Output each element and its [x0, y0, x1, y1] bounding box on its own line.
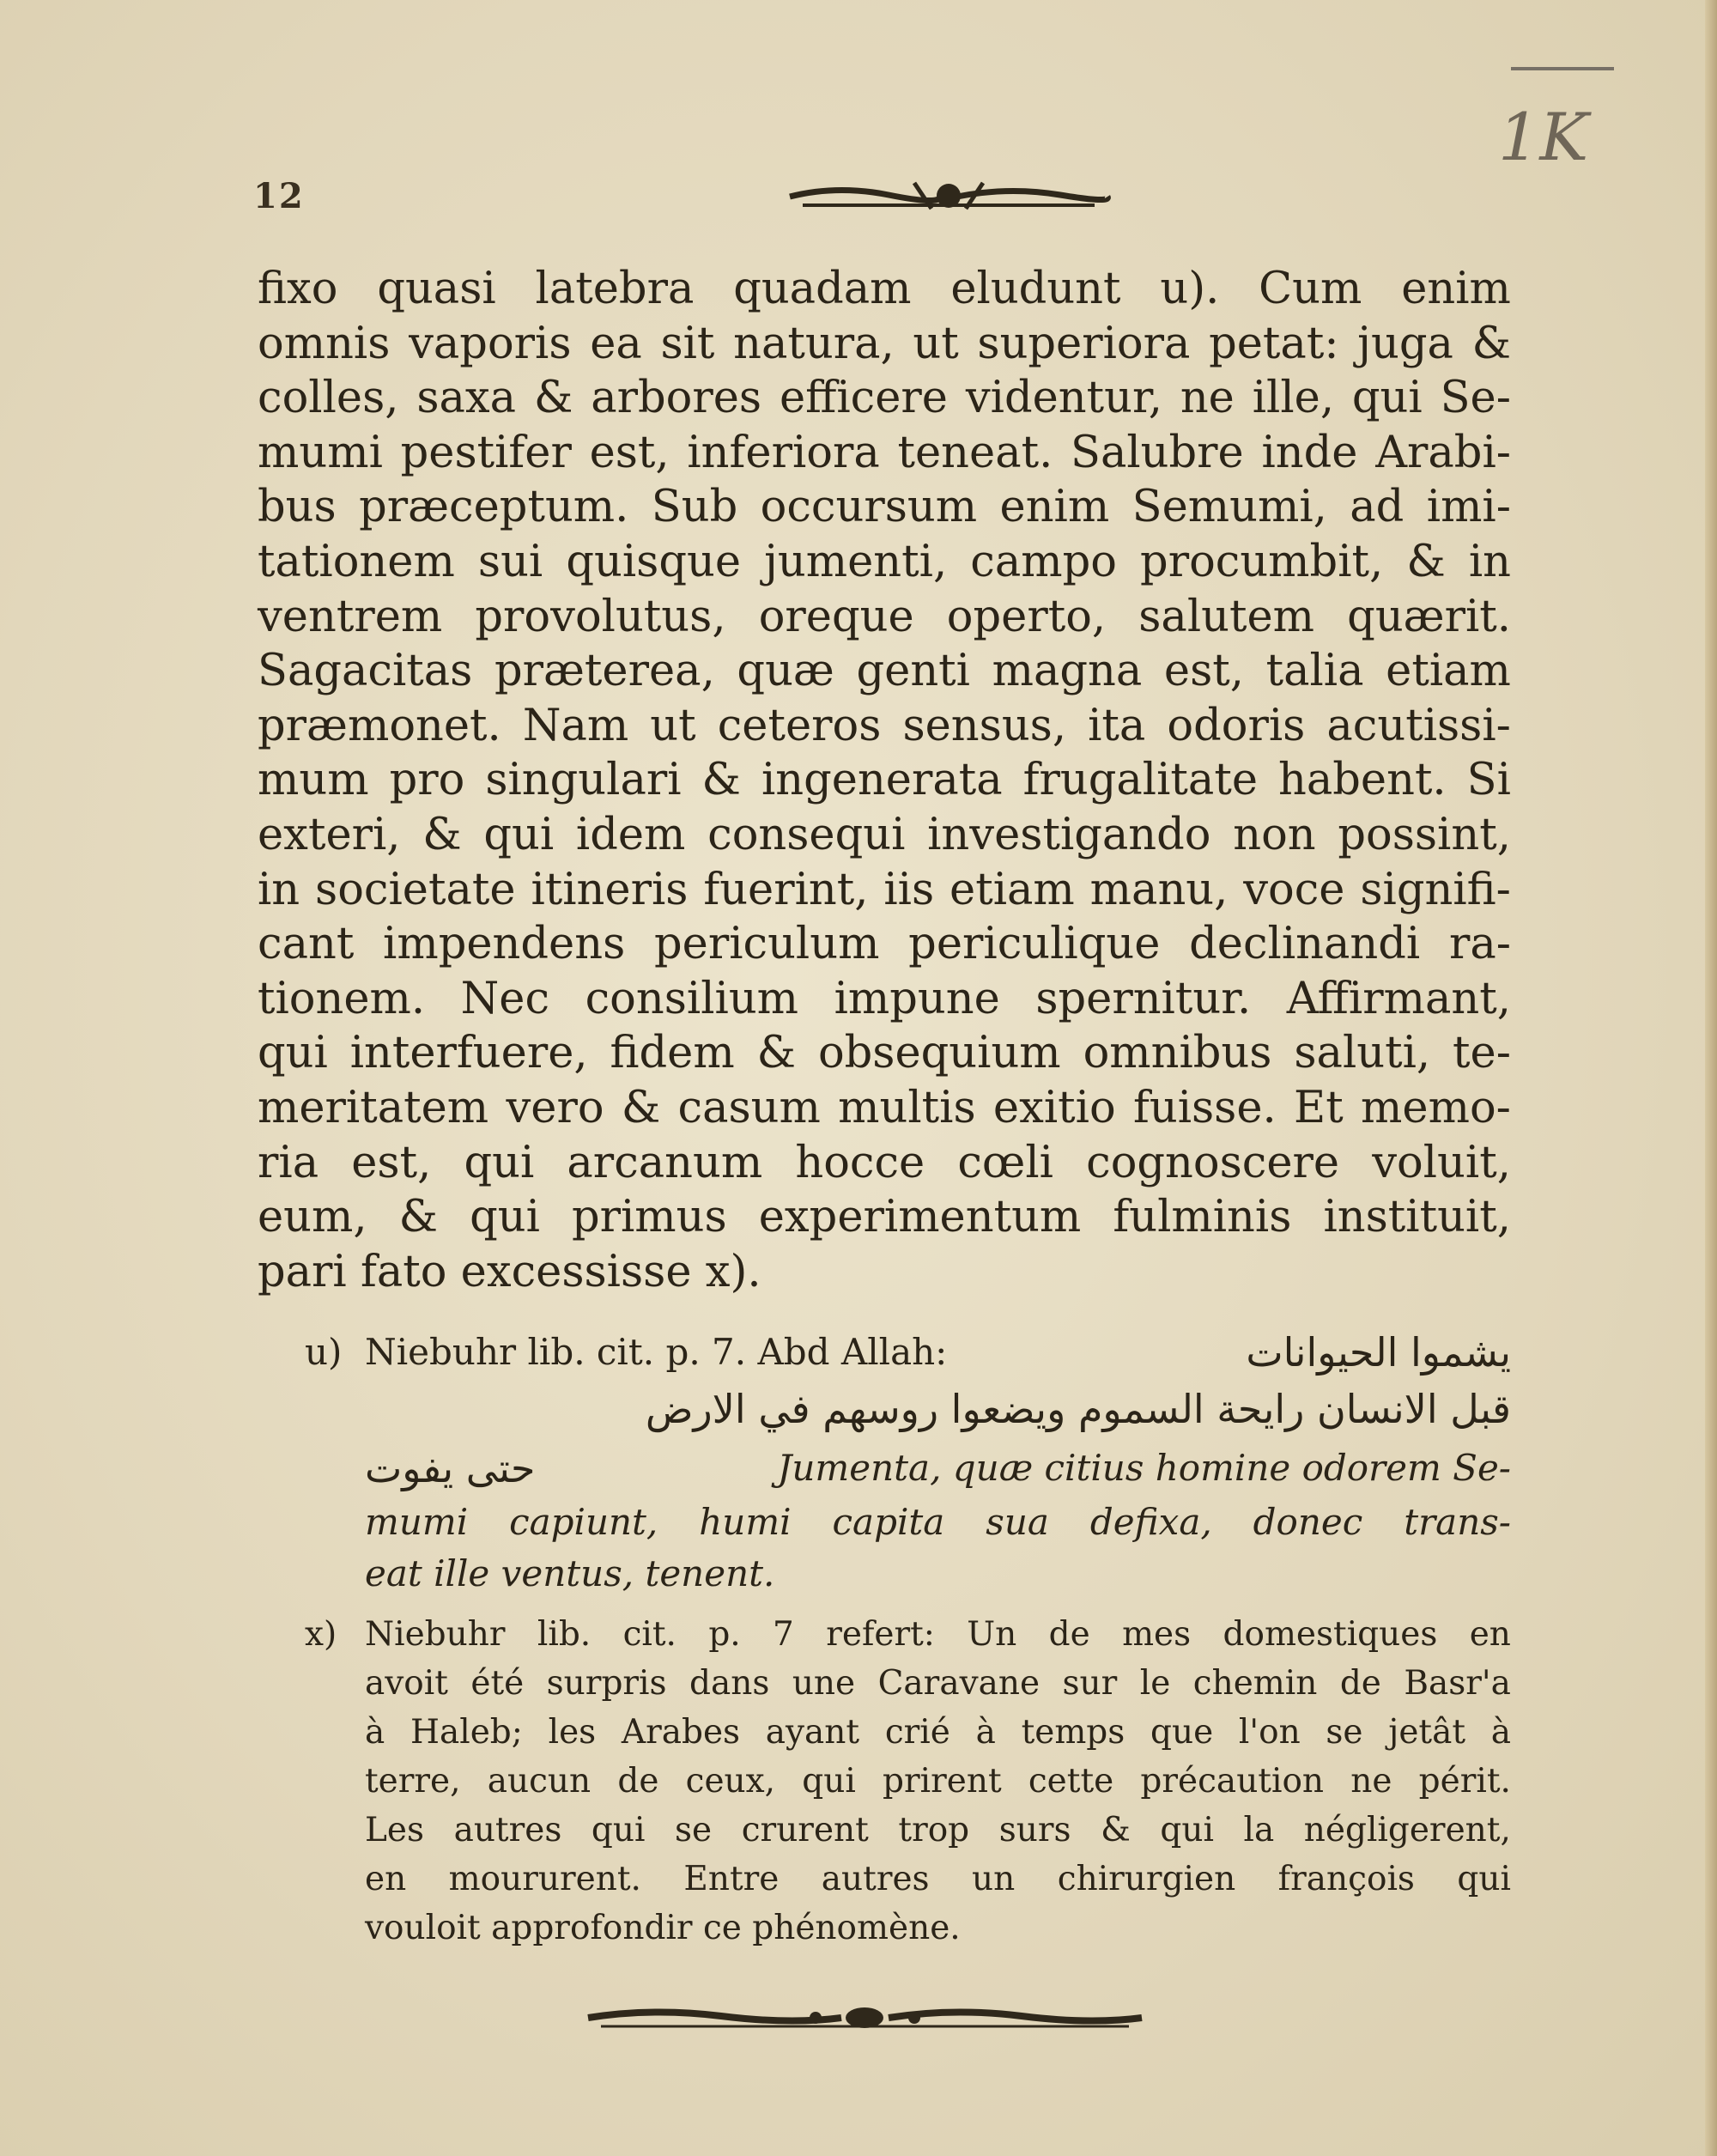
word: quæ: [737, 646, 834, 697]
footnote-line: [365, 1806, 1511, 1855]
text-line: [258, 262, 1511, 317]
footnote-line: eat ille ventus, tenent.: [365, 1552, 775, 1594]
text-line: [258, 480, 1511, 535]
word: campo: [970, 536, 1117, 587]
word: ra-: [1448, 919, 1511, 970]
word: Caravane: [877, 1664, 1041, 1703]
word: habent.: [1278, 755, 1447, 806]
word: dans: [689, 1664, 770, 1703]
word: Les: [365, 1811, 424, 1849]
word: qui: [591, 1811, 646, 1849]
word: manu,: [1089, 864, 1229, 915]
word: chemin: [1192, 1664, 1318, 1703]
word: trans-: [1404, 1501, 1511, 1543]
word: ita: [1088, 700, 1146, 751]
word: capiunt,: [509, 1501, 658, 1543]
word: crurent: [741, 1811, 869, 1849]
word: quasi: [377, 264, 496, 314]
footnote-line: [365, 1497, 1511, 1548]
word: &: [533, 373, 573, 424]
word: magna: [992, 646, 1143, 697]
text-line: [258, 972, 1511, 1027]
word: eludunt: [950, 264, 1121, 314]
word: casum: [677, 1082, 821, 1133]
word: en: [365, 1860, 407, 1898]
word: ingenerata: [761, 755, 1003, 806]
word: qui: [1160, 1811, 1214, 1849]
word: præmonet.: [258, 700, 501, 751]
word: est,: [1163, 646, 1244, 697]
word: voce: [1243, 864, 1345, 915]
word: &: [1406, 536, 1446, 587]
word: non: [1233, 809, 1316, 860]
word: interfuere,: [349, 1028, 588, 1079]
footnote-line: [365, 1610, 1511, 1659]
word: &: [1471, 318, 1511, 369]
word: quadam: [733, 264, 912, 314]
text-line: [258, 644, 1511, 699]
word: defixa,: [1089, 1501, 1212, 1543]
word: memo-: [1361, 1082, 1511, 1133]
word: été: [470, 1664, 525, 1703]
word: latebra: [535, 264, 695, 314]
word: Semumi,: [1132, 482, 1327, 533]
word: impune: [834, 973, 1000, 1024]
word: impendens: [383, 919, 626, 970]
header-ornament-icon: [786, 176, 1112, 215]
footnote-citation: Niebuhr lib. cit. p. 7. Abd Allah:: [365, 1331, 948, 1373]
word: ad: [1350, 482, 1405, 533]
word: consilium: [585, 973, 799, 1024]
word: mumi: [258, 427, 383, 478]
word: tionem.: [258, 973, 426, 1024]
word: itineris: [531, 864, 689, 915]
word: cit.: [622, 1615, 676, 1654]
word: primus: [571, 1192, 727, 1243]
text-line: [258, 371, 1511, 426]
word: chirurgien: [1057, 1860, 1236, 1898]
word: Entre: [683, 1860, 780, 1898]
word: inferiora: [687, 427, 880, 478]
word: fidem: [610, 1028, 735, 1079]
word: in: [1468, 536, 1511, 587]
word: investigando: [927, 809, 1211, 860]
word: qui: [258, 1028, 328, 1079]
text-line: [258, 1136, 1511, 1191]
word: ne: [1350, 1762, 1392, 1801]
word: saxa: [416, 373, 517, 424]
word: cognoscere: [1086, 1137, 1340, 1188]
word: te-: [1453, 1028, 1511, 1079]
footnote-line: [365, 1757, 1511, 1806]
word: &: [1101, 1811, 1131, 1849]
word: omnibus: [1083, 1028, 1272, 1079]
word: idem: [575, 809, 686, 860]
word: periculique: [908, 919, 1161, 970]
word: etiam: [950, 864, 1075, 915]
word: ille,: [1252, 373, 1335, 424]
footnote-line: vouloit approfondir ce phénomène.: [365, 1909, 961, 1947]
word: Arabi-: [1375, 427, 1511, 478]
word: provolutus,: [475, 591, 726, 642]
footnote-line: [365, 1855, 1511, 1904]
word: jetât: [1388, 1713, 1466, 1752]
word: terre,: [365, 1762, 461, 1801]
word: omnis: [258, 318, 391, 369]
text-line: pari fato excessisse x).: [258, 1246, 761, 1297]
word: præceptum.: [359, 482, 629, 533]
word: cant: [258, 919, 355, 970]
word: qui: [470, 1192, 540, 1243]
word: refert:: [826, 1615, 935, 1654]
word: eum,: [258, 1192, 367, 1243]
word: efficere: [779, 373, 948, 424]
word: colles,: [258, 373, 399, 424]
text-line: [258, 753, 1511, 808]
word: surs: [998, 1811, 1071, 1849]
word: ut: [650, 700, 696, 751]
word: imi-: [1426, 482, 1511, 533]
word: u).: [1160, 264, 1220, 314]
arabic-text: قبل الانسان رايحة السموم ويضعوا روسهم في الارض: [645, 1386, 1511, 1432]
footnote-line: [365, 1659, 1511, 1708]
word: se: [1326, 1713, 1363, 1752]
word: à: [975, 1713, 996, 1752]
word: multis: [838, 1082, 976, 1133]
word: Nec: [460, 973, 550, 1024]
word: en: [1469, 1615, 1511, 1654]
text-line: [258, 1081, 1511, 1136]
word: arcanum: [567, 1137, 763, 1188]
word: teneat.: [897, 427, 1053, 478]
footnote-u: [305, 1327, 1511, 1600]
word: periculum: [653, 919, 880, 970]
word: frugalitate: [1022, 755, 1259, 806]
word: moururent.: [448, 1860, 641, 1898]
word: pro: [389, 755, 465, 806]
word: Un: [967, 1615, 1017, 1654]
word: qui: [464, 1137, 535, 1188]
word: les: [548, 1713, 597, 1752]
word: exteri,: [258, 809, 401, 860]
footnote-translation: Jumenta, quæ citius homine odorem Se-: [777, 1447, 1511, 1489]
page-edge: [1705, 0, 1717, 2156]
word: fuerint,: [703, 864, 869, 915]
word: ventrem: [258, 591, 443, 642]
word: signifi-: [1360, 864, 1511, 915]
word: genti: [856, 646, 970, 697]
word: pestifer: [400, 427, 572, 478]
word: Et: [1294, 1082, 1344, 1133]
word: odoris: [1167, 700, 1306, 751]
word: fulminis: [1113, 1192, 1292, 1243]
word: petat:: [1209, 318, 1339, 369]
word: &: [398, 1192, 439, 1243]
word: de: [1339, 1664, 1381, 1703]
word: &: [701, 755, 741, 806]
word: præterea,: [494, 646, 715, 697]
word: Affirmant,: [1286, 973, 1511, 1024]
word: de: [617, 1762, 659, 1801]
word: temps: [1021, 1713, 1125, 1752]
word: singulari: [485, 755, 682, 806]
footnote-line: [339, 1378, 1511, 1440]
word: quærit.: [1347, 591, 1511, 642]
word: Cum: [1259, 264, 1362, 314]
word: &: [422, 809, 462, 860]
word: possint,: [1338, 809, 1511, 860]
word: consequi: [707, 809, 906, 860]
word: Basr'a: [1404, 1664, 1511, 1703]
word: instituit,: [1323, 1192, 1511, 1243]
word: superiora: [977, 318, 1191, 369]
word: précaution: [1140, 1762, 1325, 1801]
word: &: [756, 1028, 797, 1079]
word: Nam: [522, 700, 629, 751]
word: cette: [1028, 1762, 1114, 1801]
word: négligerent,: [1303, 1811, 1511, 1849]
text-line: [258, 317, 1511, 372]
word: qui: [1457, 1860, 1511, 1898]
word: prirent: [883, 1762, 1002, 1801]
word: mum: [258, 755, 369, 806]
word: declinandi: [1189, 919, 1421, 970]
word: surpris: [546, 1664, 667, 1703]
word: vero: [506, 1082, 604, 1133]
word: spernitur.: [1035, 973, 1252, 1024]
word: salutem: [1138, 591, 1315, 642]
word: Sagacitas: [258, 646, 473, 697]
text-line: [258, 590, 1511, 645]
word: meritatem: [258, 1082, 489, 1133]
word: avoit: [365, 1664, 448, 1703]
text-line: [258, 426, 1511, 481]
word: hocce: [795, 1137, 925, 1188]
word: françois: [1277, 1860, 1415, 1898]
word: ceux,: [685, 1762, 776, 1801]
word: ut: [913, 318, 959, 369]
word: est,: [351, 1137, 432, 1188]
text-line: [258, 1190, 1511, 1245]
word: à: [365, 1713, 385, 1752]
word: p.: [708, 1615, 741, 1654]
word: la: [1243, 1811, 1275, 1849]
word: domestiques: [1223, 1615, 1438, 1654]
word: voluit,: [1372, 1137, 1511, 1188]
word: Si: [1466, 755, 1511, 806]
word: que: [1150, 1713, 1214, 1752]
word: &: [621, 1082, 661, 1133]
text-line: [258, 699, 1511, 754]
word: occursum: [760, 482, 978, 533]
text-line: [258, 917, 1511, 972]
word: bus: [258, 482, 337, 533]
word: capita: [832, 1501, 945, 1543]
word: juga: [1357, 318, 1453, 369]
word: Niebuhr: [365, 1615, 506, 1654]
word: Sub: [651, 482, 738, 533]
word: inde: [1261, 427, 1358, 478]
word: operto,: [946, 591, 1107, 642]
text-line: [258, 535, 1511, 590]
word: mumi: [365, 1501, 469, 1543]
arabic-text: حتى يفوت: [365, 1445, 536, 1491]
word: ria: [258, 1137, 319, 1188]
word: autres: [453, 1811, 562, 1849]
footnote-line: [365, 1440, 1511, 1497]
word: Se-: [1440, 373, 1511, 424]
text-line: [258, 1026, 1511, 1081]
word: ceteros: [717, 700, 882, 751]
word: humi: [699, 1501, 792, 1543]
word: ayant: [765, 1713, 860, 1752]
word: autres: [821, 1860, 930, 1898]
word: talia: [1265, 646, 1364, 697]
word: procumbit,: [1140, 536, 1384, 587]
word: est,: [589, 427, 670, 478]
word: à: [1490, 1713, 1511, 1752]
word: aucun: [487, 1762, 592, 1801]
word: Arabes: [621, 1713, 741, 1752]
word: exitio: [992, 1082, 1116, 1133]
word: enim: [1401, 264, 1511, 314]
footnote-marker: u): [305, 1331, 343, 1373]
word: obsequium: [817, 1028, 1061, 1079]
footnote-x: [305, 1610, 1511, 1953]
word: oreque: [758, 591, 914, 642]
word: l'on: [1238, 1713, 1301, 1752]
word: donec: [1253, 1501, 1363, 1543]
footnote-line: [365, 1708, 1511, 1757]
word: etiam: [1386, 646, 1511, 697]
word: périt.: [1418, 1762, 1511, 1801]
footnotes: [305, 1327, 1511, 1953]
word: sit: [660, 318, 715, 369]
word: ne: [1180, 373, 1235, 424]
word: sur: [1062, 1664, 1118, 1703]
page-number: 12: [253, 176, 305, 216]
word: qui: [802, 1762, 856, 1801]
word: vaporis: [409, 318, 572, 369]
word: un: [972, 1860, 1016, 1898]
word: fuisse.: [1132, 1082, 1277, 1133]
word: experimentum: [758, 1192, 1082, 1243]
word: sua: [986, 1501, 1049, 1543]
word: natura,: [733, 318, 895, 369]
word: lib.: [537, 1615, 592, 1654]
word: in: [258, 864, 300, 915]
footnote-line: [365, 1327, 1511, 1378]
arabic-text: يشموا الحيوانات: [1246, 1329, 1511, 1376]
word: fixo: [258, 264, 338, 314]
word: tationem: [258, 536, 455, 587]
word: cœli: [957, 1137, 1053, 1188]
word: de: [1048, 1615, 1090, 1654]
word: une: [792, 1664, 856, 1703]
word: crié: [884, 1713, 950, 1752]
word: qui: [1351, 373, 1423, 424]
word: arbores: [591, 373, 762, 424]
word: sensus,: [902, 700, 1067, 751]
word: enim: [999, 482, 1110, 533]
word: Haleb;: [410, 1713, 523, 1752]
word: acutissi-: [1326, 700, 1511, 751]
text-line: [258, 808, 1511, 863]
word: quisque: [566, 536, 741, 587]
word: le: [1139, 1664, 1171, 1703]
text-line: [258, 863, 1511, 918]
footer-ornament-icon: [584, 2001, 1146, 2035]
shelfmark-rule: [1511, 67, 1614, 70]
word: mes: [1122, 1615, 1192, 1654]
footnote-marker: x): [305, 1615, 337, 1654]
word: qui: [483, 809, 555, 860]
word: societate: [315, 864, 516, 915]
word: sui: [477, 536, 543, 587]
word: ea: [590, 318, 642, 369]
word: trop: [898, 1811, 970, 1849]
shelfmark: 1K: [1498, 99, 1589, 175]
word: se: [675, 1811, 713, 1849]
word: jumenti,: [764, 536, 948, 587]
word: saluti,: [1294, 1028, 1431, 1079]
word: iis: [883, 864, 935, 915]
word: videntur,: [965, 373, 1162, 424]
word: 7: [773, 1615, 794, 1654]
main-text: [258, 262, 1511, 1299]
word: Salubre: [1071, 427, 1244, 478]
